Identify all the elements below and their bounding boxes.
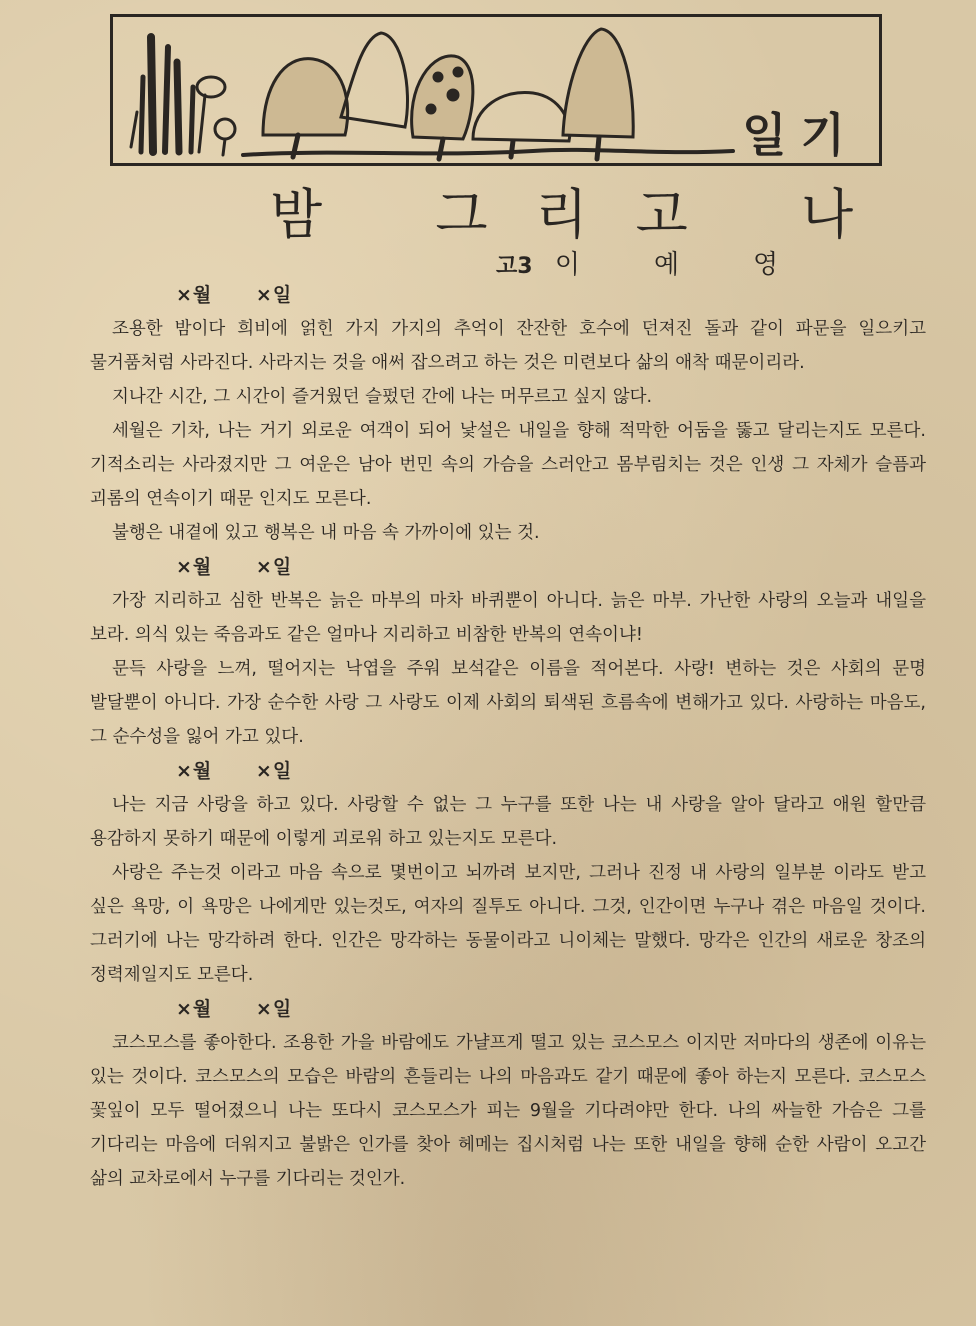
entry-day: ×일 <box>255 284 293 306</box>
header-banner <box>110 14 882 166</box>
paragraph: 불행은 내곁에 있고 행복은 내 마음 속 가까이에 있는 것. <box>112 523 540 543</box>
author-grade: 고3 <box>496 254 533 279</box>
paragraph: 지나간 시간, 그 시간이 즐거웠던 슬펐던 간에 나는 머무르고 싶지 않다. <box>112 387 653 407</box>
entry-day: ×일 <box>255 998 293 1020</box>
article-title: 밤 그리고 나 <box>270 183 902 246</box>
mushroom-illustration <box>113 17 753 163</box>
entry-day: ×일 <box>255 760 293 782</box>
author-name: 이예영 <box>554 250 853 280</box>
entry-month: ×월 <box>176 998 213 1020</box>
section-label: 일기 <box>742 108 859 162</box>
entry-date <box>90 550 926 584</box>
entry-date <box>90 754 926 788</box>
entry-month: ×월 <box>176 556 213 578</box>
entry-month: ×월 <box>176 284 213 306</box>
entry-date <box>90 992 926 1026</box>
author-byline <box>496 244 853 281</box>
paragraph: 조용한 밤이다 희비에 얽힌 가지 가지의 추억이 잔잔한 호수에 던져진 돌과 같이 파문을 일으키고 물거품처럼 사라진다. 사라지는 것을 애써 잡으려고 하는 것은 미련보다 삶의 애착 때문이리라. <box>90 319 926 373</box>
article-body <box>90 278 926 1196</box>
paragraph: 세월은 기차, 나는 거기 외로운 여객이 되어 낯설은 내일을 향해 적막한 어둠을 뚫고 달리는지도 모른다. 기적소리는 사라졌지만 그 여운은 남아 번민 속의 가슴을 스러안고 몸부림치는 것은 인생 그 자체가 슬픔과 괴롬의 연속이기 때문 인지도 모른다. <box>90 421 926 509</box>
paragraph: 나는 지금 사랑을 하고 있다. 사랑할 수 없는 그 누구를 또한 나는 내 사랑을 알아 달라고 애원 할만큼 용감하지 못하기 때문에 이렇게 괴로워 하고 있는지도 모른다. <box>90 795 926 849</box>
paragraph: 사랑은 주는것 이라고 마음 속으로 몇번이고 뇌까려 보지만, 그러나 진정 내 사랑의 일부분 이라도 받고 싶은 욕망, 이 욕망은 나에게만 있는것도, 여자의 질투도 아니다. 그것, 인간이면 누구나 겪은 마음일 것이다. 그러기에 나는 망각하려 한다. 인간은 망각하는 동물이라고 니이체는 말했다. 망각은 인간의 새로운 창조의 정력제일지도 모른다. <box>90 863 926 985</box>
paragraph: 문득 사랑을 느껴, 떨어지는 낙엽을 주워 보석같은 이름을 적어본다. 사랑! 변하는 것은 사회의 문명 발달뿐이 아니다. 가장 순수한 사랑 그 사랑도 이제 사회의 퇴색된 흐름속에 변해가고 있다. 사랑하는 마음도, 그 순수성을 잃어 가고 있다. <box>90 659 926 747</box>
entry-month: ×월 <box>176 760 213 782</box>
entry-day: ×일 <box>255 556 293 578</box>
paragraph: 가장 지리하고 심한 반복은 늙은 마부의 마차 바퀴뿐이 아니다. 늙은 마부. 가난한 사랑의 오늘과 내일을 보라. 의식 있는 죽음과도 같은 얼마나 지리하고 비참한 반복의 연속이냐! <box>90 591 926 645</box>
paragraph: 코스모스를 좋아한다. 조용한 가을 바람에도 가냘프게 떨고 있는 코스모스 이지만 저마다의 생존에 이유는 있는 것이다. 코스모스의 모습은 바람의 흔들리는 나의 마음과도 같기 때문에 좋아 하는지 모른다. 코스모스 꽃잎이 모두 떨어졌으니 나는 또다시 코스모스가 피는 9월을 기다려야만 한다. 나의 싸늘한 가슴은 그를 기다리는 마음에 더워지고 불밝은 인가를 찾아 헤메는 집시처럼 나는 또한 내일을 향해 순한 사람이 오고간 삶의 교차로에서 누구를 기다리는 것인가. <box>90 1033 926 1189</box>
entry-date <box>90 278 926 312</box>
